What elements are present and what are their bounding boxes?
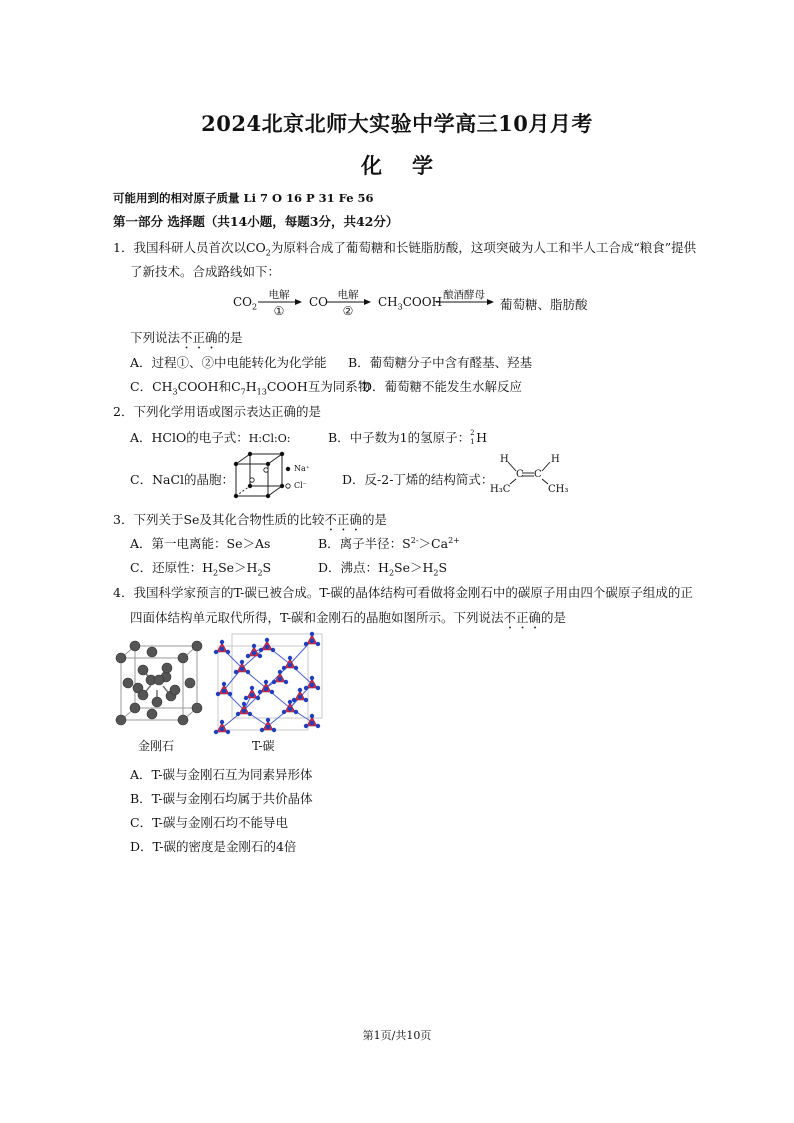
q1-number: 1．: [113, 240, 134, 255]
t-carbon-unit: [260, 718, 276, 732]
q4-option-b: B．T-碳与金刚石均属于共价晶体: [130, 791, 313, 806]
q2-option-b: B．中子数为1的氢原子： 2 1 H: [328, 428, 488, 446]
route-co2: $CO_2$: [233, 295, 258, 312]
t-carbon-tetrahedra: [214, 632, 320, 734]
t-carbon-unit: [304, 714, 320, 728]
t-carbon-unit: [214, 720, 230, 734]
route-co: CO: [309, 295, 329, 309]
butene-ch3-left: H₃C: [490, 484, 511, 495]
q1-stem-b: 为原料合成了葡萄糖和长链脂肪酸，这项突破为人工和半人工合成“粮食”提供: [270, 240, 697, 255]
q3-option-b: B．离子半径：$S^{2-}>Ca^{2+}$: [318, 535, 460, 551]
t-carbon-unit-cell-figure: [212, 630, 327, 735]
q3-option-d: D．沸点：$H_2Se>H_2S$: [318, 560, 448, 578]
butene-h-right: H: [551, 454, 560, 465]
q1-stem-a: 我国科研人员首次以CO: [133, 240, 266, 255]
diamond-label: 金刚石: [138, 739, 175, 753]
route-step1-top: 电解: [268, 289, 290, 301]
butene-c-right: C: [534, 469, 542, 480]
page-footer: 第1页/共10页: [362, 1029, 432, 1042]
hclo-electron-formula: H:Cl:O:: [248, 432, 291, 445]
t-carbon-label: T-碳: [252, 739, 275, 753]
q3-stem: 3．下列关于Se及其化合物性质的比较不正确的是: [113, 512, 387, 527]
q1-stem-line1: [113, 238, 696, 256]
route-acetic-acid: $CH_3COOH$: [378, 295, 443, 312]
route-step3-top: 酿酒酵母: [443, 289, 485, 301]
subject-title: 化学: [361, 153, 463, 178]
q3-option-a: A．第一电离能：Se＞As: [130, 536, 271, 551]
route-step1-bottom: ①: [273, 304, 285, 318]
t-carbon-unit: [259, 638, 275, 652]
q4-emphasis: 不正确: [503, 610, 541, 625]
diamond-unit-cell-figure: [113, 640, 203, 730]
part1-heading: 第一部分 选择题（共14小题，每题3分，共42分）: [113, 214, 399, 229]
butene-h-left: H: [500, 454, 509, 465]
q1-option-b: B．葡萄糖分子中含有醛基、羟基: [348, 355, 533, 370]
butene-c-left: C: [516, 469, 524, 480]
q2-option-a: A．HClO的电子式：H:Cl:O:: [130, 430, 291, 445]
legend-cl: Cl⁻: [294, 481, 307, 490]
q1-option-d: D．葡萄糖不能发生水解反应: [362, 379, 523, 394]
q3-emphasis: 不正确: [324, 512, 362, 527]
t-carbon-unit: [304, 676, 320, 690]
legend-na: Na⁺: [294, 464, 310, 473]
q1-emphasis: 不正确: [180, 330, 218, 345]
butene-ch3-right: CH₃: [548, 484, 569, 495]
q4-option-d: D．T-碳的密度是金刚石的4倍: [130, 839, 297, 854]
q1-option-a: A．过程①、②中电能转化为化学能: [130, 355, 327, 370]
q1-sub: 2: [265, 248, 271, 258]
atomic-masses: 可能用到的相对原子质量 Li 7 O 16 P 31 Fe 56: [113, 191, 374, 205]
nacl-legend-markers: [284, 464, 294, 494]
t-carbon-unit: [272, 670, 288, 684]
q4-stem-line1: 4．我国科学家预言的T-碳已被合成。T-碳的晶体结构可看做将金刚石中的碳原子用由四个碳原子组成的正: [113, 585, 693, 600]
q2-option-c: C．NaCl的晶胞：: [130, 472, 235, 487]
exam-title: 2024北京北师大实验中学高三10月月考: [201, 111, 593, 136]
q1-stem-line2: 了新技术。合成路线如下：: [130, 264, 281, 279]
t-carbon-unit: [244, 686, 260, 700]
q1-option-c: C．$CH_3COOH$和$C_7H_{13}COOH$互为同系物: [130, 379, 371, 397]
q2-option-d: D．反-2-丁烯的结构简式：: [342, 472, 494, 487]
t-carbon-unit: [214, 640, 230, 654]
route-step2-top: 电解: [337, 289, 359, 301]
q4-option-a: A．T-碳与金刚石互为同素异形体: [130, 767, 313, 782]
route-product: 葡萄糖、脂肪酸: [500, 297, 588, 312]
q3-option-c: C．还原性：$H_2Se>H_2S$: [130, 560, 272, 578]
q4-stem-line2: 四面体结构单元取代所得，T-碳和金刚石的晶胞如图所示。下列说法不正确的是: [130, 610, 566, 625]
q2-stem: 2．下列化学用语或图示表达正确的是: [113, 404, 321, 419]
route-step2-bottom: ②: [342, 304, 354, 318]
q4-option-c: C．T-碳与金刚石均不能导电: [130, 815, 289, 830]
nacl-unit-cell-diagram: [232, 450, 292, 500]
q1-prompt: 下列说法不正确的是: [130, 330, 243, 345]
